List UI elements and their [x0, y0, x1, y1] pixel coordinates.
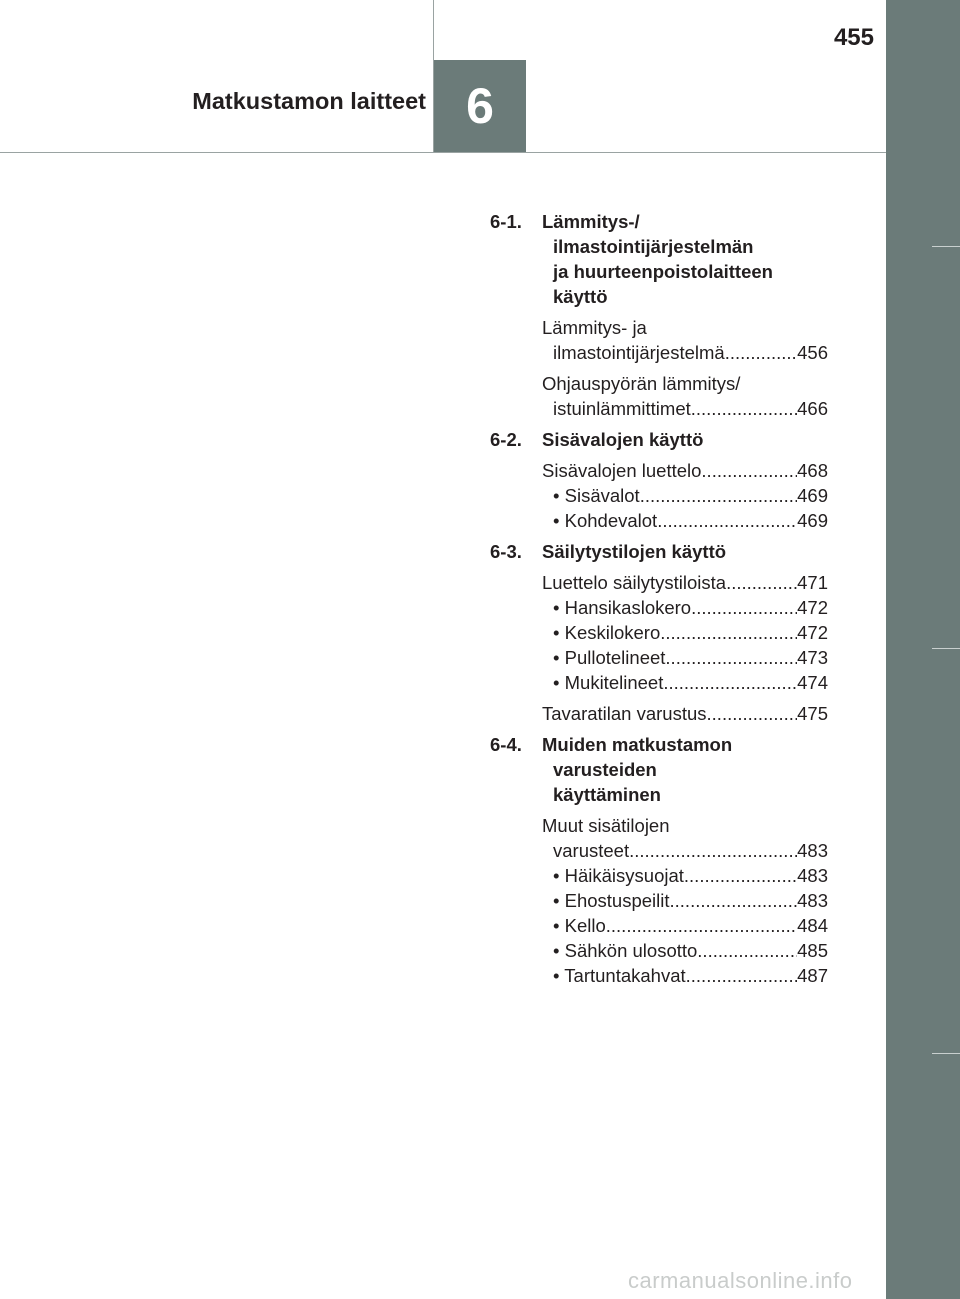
- toc-entry[interactable]: [542, 458, 828, 483]
- subentry-text: • Pullotelineet: [553, 647, 666, 668]
- entry-text: istuinlämmittimet: [553, 398, 691, 419]
- toc-subentry[interactable]: [553, 888, 828, 913]
- entry-text: Tavaratilan varustus: [542, 703, 707, 724]
- toc-subentry[interactable]: [553, 863, 828, 888]
- toc-section-6-1[interactable]: [490, 209, 828, 309]
- section-number: 6-2.: [490, 429, 522, 450]
- toc-subentry[interactable]: [553, 620, 828, 645]
- section-title-line: ja huurteenpoistolaitteen: [553, 261, 773, 282]
- chapter-title: Matkustamon laitteet: [192, 88, 426, 114]
- chapter-number: 6: [466, 78, 494, 134]
- subentry-page-number: 485: [797, 940, 828, 961]
- subentry-text: • Sisävalot: [553, 485, 640, 506]
- entry-page-number: 466: [797, 398, 828, 419]
- toc-entry[interactable]: [542, 371, 828, 421]
- subentry-text: • Kello: [553, 915, 606, 936]
- section-title: [542, 427, 828, 452]
- crop-mark: [932, 648, 960, 649]
- dot-leader: [701, 458, 797, 483]
- toc-subentry[interactable]: [553, 595, 828, 620]
- subentry-page-number: 474: [797, 672, 828, 693]
- entry-text: Luettelo säilytystiloista: [542, 572, 727, 593]
- dot-leader: [670, 888, 798, 913]
- dot-leader: [697, 938, 797, 963]
- dot-leader: [629, 838, 797, 863]
- toc-entry[interactable]: [542, 315, 828, 365]
- entry-text: Sisävalojen luettelo: [542, 460, 702, 481]
- subentry-page-number: 469: [797, 485, 828, 506]
- subentry-text: • Ehostuspeilit: [553, 890, 670, 911]
- entry-page-number: 471: [797, 572, 828, 593]
- dot-leader: [640, 483, 797, 508]
- section-title-line: ilmastointijärjestelmän: [553, 236, 754, 257]
- dot-leader: [725, 340, 797, 365]
- subentry-page-number: 469: [797, 510, 828, 531]
- section-title-line: Lämmitys-/: [542, 211, 640, 232]
- entry-page-number: 456: [797, 342, 828, 363]
- subentry-text: • Sähkön ulosotto: [553, 940, 698, 961]
- toc-subentry[interactable]: [553, 963, 828, 988]
- subentry-page-number: 487: [797, 965, 828, 986]
- section-title-line: käyttäminen: [553, 784, 661, 805]
- dot-leader: [684, 863, 797, 888]
- subentry-text: • Mukitelineet: [553, 672, 664, 693]
- toc-section-6-2[interactable]: [490, 427, 828, 452]
- toc-section-6-4[interactable]: [490, 732, 828, 807]
- toc-subentry[interactable]: [553, 938, 828, 963]
- header-horizontal-rule: [0, 152, 886, 153]
- section-number: 6-4.: [490, 734, 522, 755]
- toc-entry[interactable]: [542, 701, 828, 726]
- dot-leader: [691, 396, 797, 421]
- subentry-page-number: 483: [797, 890, 828, 911]
- subentry-text: • Hansikaslokero: [553, 597, 692, 618]
- section-number: 6-1.: [490, 211, 522, 232]
- subentry-page-number: 472: [797, 597, 828, 618]
- subentry-page-number: 483: [797, 865, 828, 886]
- dot-leader: [665, 645, 797, 670]
- section-title: [542, 209, 828, 309]
- subentry-text: • Keskilokero: [553, 622, 661, 643]
- section-title: [542, 732, 828, 807]
- section-title-line: Sisävalojen käyttö: [542, 429, 704, 450]
- toc-subentry[interactable]: [553, 670, 828, 695]
- section-title: [542, 539, 828, 564]
- section-title-line: käyttö: [553, 286, 608, 307]
- dot-leader: [657, 508, 797, 533]
- subentry-page-number: 484: [797, 915, 828, 936]
- dot-leader: [663, 670, 797, 695]
- entry-text: varusteet: [553, 840, 630, 861]
- subentry-page-number: 473: [797, 647, 828, 668]
- toc-subentry[interactable]: [553, 483, 828, 508]
- toc-entry[interactable]: [542, 570, 828, 595]
- chapter-side-tab: [886, 0, 960, 1299]
- dot-leader: [660, 620, 797, 645]
- subentry-text: • Kohdevalot: [553, 510, 658, 531]
- entry-page-number: 468: [797, 460, 828, 481]
- toc-subentry[interactable]: [553, 645, 828, 670]
- table-of-contents: [490, 209, 828, 988]
- dot-leader: [691, 595, 797, 620]
- entry-text: ilmastointijärjestelmä: [553, 342, 725, 363]
- dot-leader: [726, 570, 797, 595]
- section-title-line: Säilytystilojen käyttö: [542, 541, 727, 562]
- toc-entry[interactable]: [542, 813, 828, 863]
- watermark: carmanualsonline.info: [628, 1268, 853, 1293]
- section-title-line: varusteiden: [553, 759, 657, 780]
- entry-page-number: 483: [797, 840, 828, 861]
- toc-section-6-3[interactable]: [490, 539, 828, 564]
- entry-page-number: 475: [797, 703, 828, 724]
- crop-mark: [932, 1053, 960, 1054]
- entry-text-line: Lämmitys- ja: [542, 317, 647, 338]
- subentry-text: • Tartuntakahvat: [553, 965, 686, 986]
- section-number: 6-3.: [490, 541, 522, 562]
- page-number: 455: [833, 24, 874, 51]
- toc-subentry[interactable]: [553, 913, 828, 938]
- subentry-text: • Häikäisysuojat: [553, 865, 684, 886]
- dot-leader: [707, 701, 798, 726]
- subentry-page-number: 472: [797, 622, 828, 643]
- chapter-number-box: [434, 60, 526, 152]
- entry-text-line: Ohjauspyörän lämmitys/: [542, 373, 741, 394]
- crop-mark: [932, 246, 960, 247]
- dot-leader: [606, 913, 797, 938]
- toc-subentry[interactable]: [553, 508, 828, 533]
- section-title-line: Muiden matkustamon: [542, 734, 733, 755]
- dot-leader: [686, 963, 797, 988]
- entry-text-line: Muut sisätilojen: [542, 815, 670, 836]
